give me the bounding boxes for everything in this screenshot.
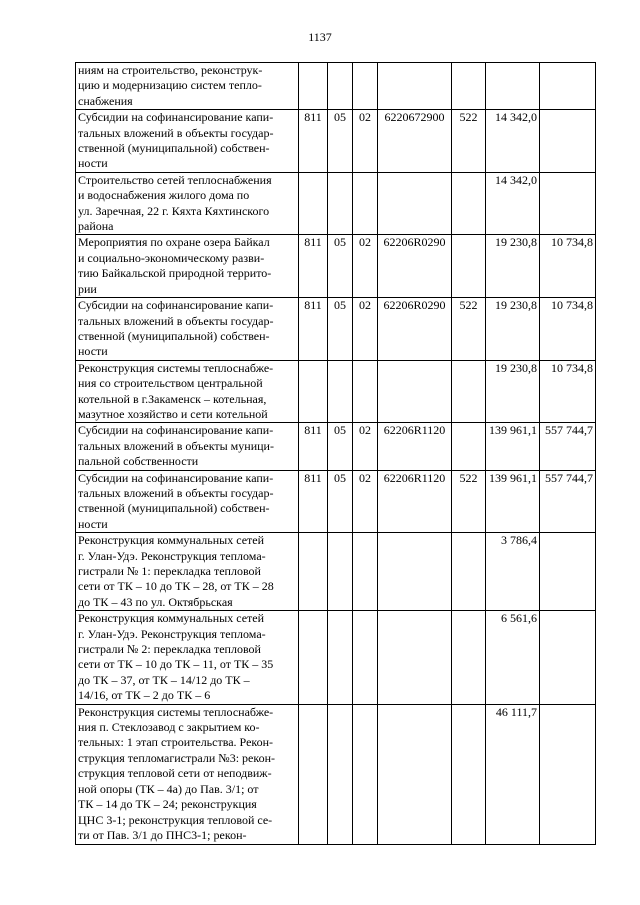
- section-code-cell: [328, 172, 353, 235]
- table-row: [76, 172, 596, 235]
- section-code-cell: [328, 704, 353, 844]
- row-description: Субсидии на софинансирование капи- тальных вложений в объекты государ- ственной (муниципальной) собствен- ности: [76, 298, 299, 361]
- amount-1-cell: 6 561,6: [486, 611, 540, 704]
- section-code-cell: 05: [328, 423, 353, 470]
- table-row: [76, 235, 596, 298]
- amount-2-cell: [540, 611, 596, 704]
- row-description: Реконструкция системы теплоснабже- ния п. Стеклозавод с закрытием ко- тельных: 1 этап строительства. Рекон- струкция тепломагистрали №3: рекон- струкция тепловой сети от неподвиж- ной опоры (ТК – 4а) до Пав. 3/1; от ТК – 14 до ТК – 24; реконструкция ЦНС 3-1; реконструкция тепловой се- ти от Пав. 3/1 до ПНС3-1; рекон-: [76, 704, 299, 844]
- amount-1-cell: 19 230,8: [486, 298, 540, 361]
- section-code-cell: [328, 360, 353, 423]
- amount-1-cell: 3 786,4: [486, 533, 540, 611]
- admin-code-cell: [299, 533, 328, 611]
- admin-code-cell: 811: [299, 110, 328, 173]
- table-row: [76, 704, 596, 844]
- expense-type-cell: [452, 63, 486, 110]
- target-article-cell: [378, 611, 452, 704]
- expense-type-cell: [452, 533, 486, 611]
- row-description: Субсидии на софинансирование капи- тальных вложений в объекты муници- пальной собственности: [76, 423, 299, 470]
- admin-code-cell: [299, 63, 328, 110]
- section-code-cell: 05: [328, 470, 353, 533]
- amount-2-cell: 10 734,8: [540, 298, 596, 361]
- table-row: [76, 110, 596, 173]
- admin-code-cell: 811: [299, 423, 328, 470]
- row-description: Строительство сетей теплоснабжения и водоснабжения жилого дома по ул. Заречная, 22 г. Кяхта Кяхтинского района: [76, 172, 299, 235]
- expense-type-cell: 522: [452, 110, 486, 173]
- subsection-code-cell: [353, 533, 378, 611]
- subsection-code-cell: 02: [353, 110, 378, 173]
- subsection-code-cell: [353, 360, 378, 423]
- amount-2-cell: 557 744,7: [540, 470, 596, 533]
- amount-2-cell: [540, 704, 596, 844]
- amount-2-cell: [540, 172, 596, 235]
- expense-type-cell: [452, 423, 486, 470]
- target-article-cell: [378, 63, 452, 110]
- amount-2-cell: [540, 533, 596, 611]
- expense-type-cell: 522: [452, 298, 486, 361]
- target-article-cell: [378, 360, 452, 423]
- amount-2-cell: 557 744,7: [540, 423, 596, 470]
- row-description: Субсидии на софинансирование капи- тальных вложений в объекты государ- ственной (муниципальной) собствен- ности: [76, 470, 299, 533]
- target-article-cell: 62206R1120: [378, 423, 452, 470]
- amount-1-cell: 14 342,0: [486, 110, 540, 173]
- amount-1-cell: 139 961,1: [486, 423, 540, 470]
- section-code-cell: [328, 63, 353, 110]
- target-article-cell: 62206R0290: [378, 298, 452, 361]
- section-code-cell: 05: [328, 110, 353, 173]
- subsection-code-cell: 02: [353, 470, 378, 533]
- row-description: Реконструкция системы теплоснабже- ния со строительством центральной котельной в г.Закаменск – котельная, мазутное хозяйство и сети котельной: [76, 360, 299, 423]
- table-row: [76, 298, 596, 361]
- target-article-cell: [378, 172, 452, 235]
- row-description: Реконструкция коммунальных сетей г. Улан-Удэ. Реконструкция теплома- гистрали № 1: перекладка тепловой сети от ТК – 10 до ТК – 28, от ТК – 28 до ТК – 43 по ул. Октябрьская: [76, 533, 299, 611]
- amount-2-cell: 10 734,8: [540, 360, 596, 423]
- admin-code-cell: 811: [299, 298, 328, 361]
- target-article-cell: [378, 704, 452, 844]
- row-description: Субсидии на софинансирование капи- тальных вложений в объекты государ- ственной (муниципальной) собствен- ности: [76, 110, 299, 173]
- admin-code-cell: [299, 360, 328, 423]
- amount-1-cell: 139 961,1: [486, 470, 540, 533]
- amount-1-cell: 46 111,7: [486, 704, 540, 844]
- subsection-code-cell: [353, 611, 378, 704]
- admin-code-cell: [299, 611, 328, 704]
- section-code-cell: 05: [328, 235, 353, 298]
- row-description: Мероприятия по охране озера Байкал и социально-экономическому разви- тию Байкальской природной террито- рии: [76, 235, 299, 298]
- target-article-cell: 62206R0290: [378, 235, 452, 298]
- subsection-code-cell: 02: [353, 423, 378, 470]
- table-row: [76, 470, 596, 533]
- subsection-code-cell: [353, 172, 378, 235]
- row-description: ниям на строительство, реконструк- цию и модернизацию систем тепло- снабжения: [76, 63, 299, 110]
- amount-2-cell: 10 734,8: [540, 235, 596, 298]
- amount-2-cell: [540, 63, 596, 110]
- amount-1-cell: 14 342,0: [486, 172, 540, 235]
- expense-type-cell: 522: [452, 470, 486, 533]
- table-row: [76, 423, 596, 470]
- section-code-cell: [328, 611, 353, 704]
- admin-code-cell: 811: [299, 470, 328, 533]
- amount-1-cell: 19 230,8: [486, 360, 540, 423]
- table-row: [76, 611, 596, 704]
- subsection-code-cell: 02: [353, 298, 378, 361]
- subsection-code-cell: [353, 704, 378, 844]
- subsection-code-cell: [353, 63, 378, 110]
- table-row: [76, 360, 596, 423]
- section-code-cell: [328, 533, 353, 611]
- amount-1-cell: [486, 63, 540, 110]
- expense-type-cell: [452, 704, 486, 844]
- expense-type-cell: [452, 235, 486, 298]
- admin-code-cell: 811: [299, 235, 328, 298]
- row-description: Реконструкция коммунальных сетей г. Улан-Удэ. Реконструкция теплома- гистрали № 2: перекладка тепловой сети от ТК – 10 до ТК – 11, от ТК – 35 до ТК – 37, от ТК – 14/12 до ТК – 14/16, от ТК – 2 до ТК – 6: [76, 611, 299, 704]
- page-number: 1137: [308, 30, 332, 44]
- amount-2-cell: [540, 110, 596, 173]
- admin-code-cell: [299, 704, 328, 844]
- table-row: [76, 63, 596, 110]
- budget-table: [75, 62, 596, 845]
- subsection-code-cell: 02: [353, 235, 378, 298]
- admin-code-cell: [299, 172, 328, 235]
- section-code-cell: 05: [328, 298, 353, 361]
- target-article-cell: [378, 533, 452, 611]
- target-article-cell: 6220672900: [378, 110, 452, 173]
- expense-type-cell: [452, 360, 486, 423]
- expense-type-cell: [452, 611, 486, 704]
- table-row: [76, 533, 596, 611]
- target-article-cell: 62206R1120: [378, 470, 452, 533]
- amount-1-cell: 19 230,8: [486, 235, 540, 298]
- expense-type-cell: [452, 172, 486, 235]
